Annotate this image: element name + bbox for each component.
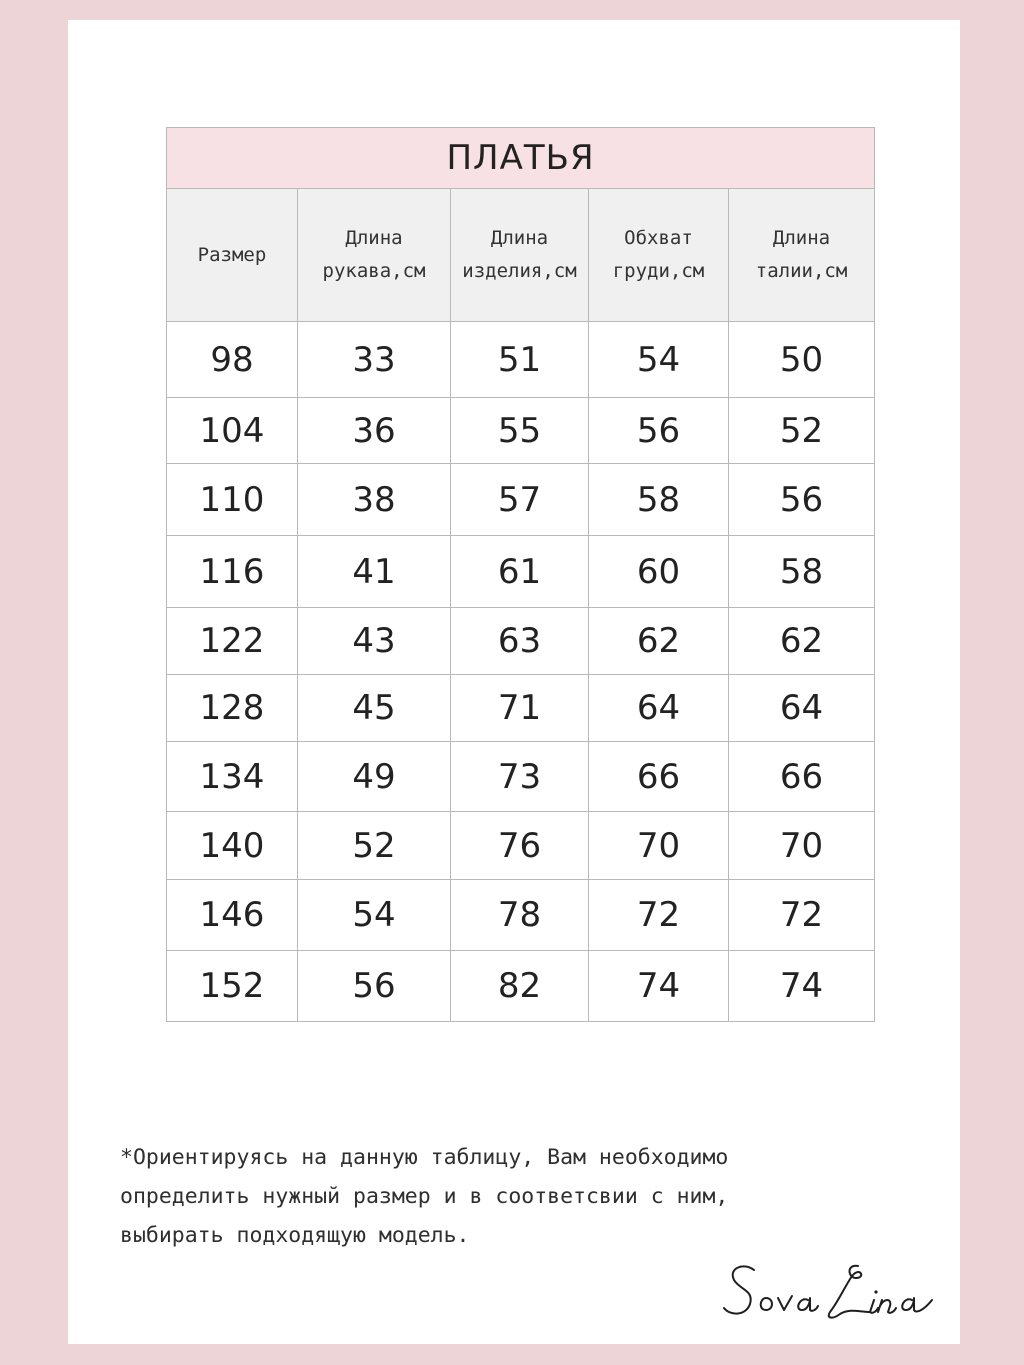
cell-chest: 74: [589, 951, 729, 1022]
cell-waist: 66: [729, 742, 875, 812]
table-row: [167, 322, 875, 398]
header-line: груди,см: [612, 260, 705, 282]
cell-waist: 70: [729, 812, 875, 880]
cell-chest: 64: [589, 675, 729, 742]
cell-length: 51: [451, 322, 589, 398]
cell-waist: 72: [729, 880, 875, 951]
cell-waist: 64: [729, 675, 875, 742]
table-row: [167, 812, 875, 880]
cell-waist: 62: [729, 608, 875, 675]
header-sleeve-length: [298, 189, 451, 322]
header-garment-length: [451, 189, 589, 322]
cell-length: 71: [451, 675, 589, 742]
cell-waist: 74: [729, 951, 875, 1022]
cell-chest: 72: [589, 880, 729, 951]
table-row: [167, 675, 875, 742]
cell-chest: 62: [589, 608, 729, 675]
table-header-row: [167, 189, 875, 322]
cell-chest: 56: [589, 398, 729, 464]
header-line: талии,см: [755, 260, 848, 282]
header-size: [167, 189, 298, 322]
cell-sleeve: 33: [298, 322, 451, 398]
cell-chest: 60: [589, 536, 729, 608]
cell-size: 110: [167, 464, 298, 536]
header-size-label: Размер: [197, 243, 267, 266]
cell-size: 116: [167, 536, 298, 608]
cell-size: 122: [167, 608, 298, 675]
header-waist-length: [729, 189, 875, 322]
cell-sleeve: 38: [298, 464, 451, 536]
cell-size: 104: [167, 398, 298, 464]
header-chest-girth: [589, 189, 729, 322]
cell-waist: 50: [729, 322, 875, 398]
cell-waist: 58: [729, 536, 875, 608]
size-note: [120, 1138, 880, 1255]
cell-length: 61: [451, 536, 589, 608]
cell-sleeve: 41: [298, 536, 451, 608]
header-line: Длина: [490, 227, 549, 249]
note-line: выбирать подходящую модель.: [120, 1223, 470, 1248]
size-chart-sheet: [68, 20, 960, 1344]
cell-chest: 66: [589, 742, 729, 812]
cell-length: 73: [451, 742, 589, 812]
cell-size: 152: [167, 951, 298, 1022]
table-row: [167, 742, 875, 812]
header-line: Длина: [772, 227, 831, 249]
table-title-row: [167, 128, 875, 189]
cell-size: 98: [167, 322, 298, 398]
table-row: [167, 536, 875, 608]
cell-size: 128: [167, 675, 298, 742]
cell-chest: 70: [589, 812, 729, 880]
cell-length: 82: [451, 951, 589, 1022]
cell-waist: 52: [729, 398, 875, 464]
cell-length: 57: [451, 464, 589, 536]
header-line: Обхват: [624, 227, 693, 249]
size-table: [166, 127, 875, 1022]
cell-sleeve: 43: [298, 608, 451, 675]
note-line: *Ориентируясь на данную таблицу, Вам необходимо: [120, 1145, 729, 1170]
header-line: рукава,см: [322, 260, 426, 282]
cell-length: 55: [451, 398, 589, 464]
cell-chest: 54: [589, 322, 729, 398]
cell-length: 76: [451, 812, 589, 880]
header-line: изделия,см: [462, 260, 577, 282]
table-row: [167, 398, 875, 464]
cell-sleeve: 52: [298, 812, 451, 880]
cell-sleeve: 54: [298, 880, 451, 951]
table-row: [167, 880, 875, 951]
cell-sleeve: 49: [298, 742, 451, 812]
header-line: Длина: [345, 227, 403, 249]
cell-chest: 58: [589, 464, 729, 536]
table-row: [167, 608, 875, 675]
table-row: [167, 464, 875, 536]
cell-length: 63: [451, 608, 589, 675]
cell-size: 146: [167, 880, 298, 951]
cell-size: 140: [167, 812, 298, 880]
cell-waist: 56: [729, 464, 875, 536]
table-title: ПЛАТЬЯ: [167, 128, 875, 189]
note-line: определить нужный размер и в соответсвии с ним,: [120, 1184, 729, 1209]
table-row: [167, 951, 875, 1022]
cell-size: 134: [167, 742, 298, 812]
cell-sleeve: 56: [298, 951, 451, 1022]
sova-lina-logo: [720, 1256, 940, 1328]
cell-sleeve: 45: [298, 675, 451, 742]
cell-length: 78: [451, 880, 589, 951]
cell-sleeve: 36: [298, 398, 451, 464]
